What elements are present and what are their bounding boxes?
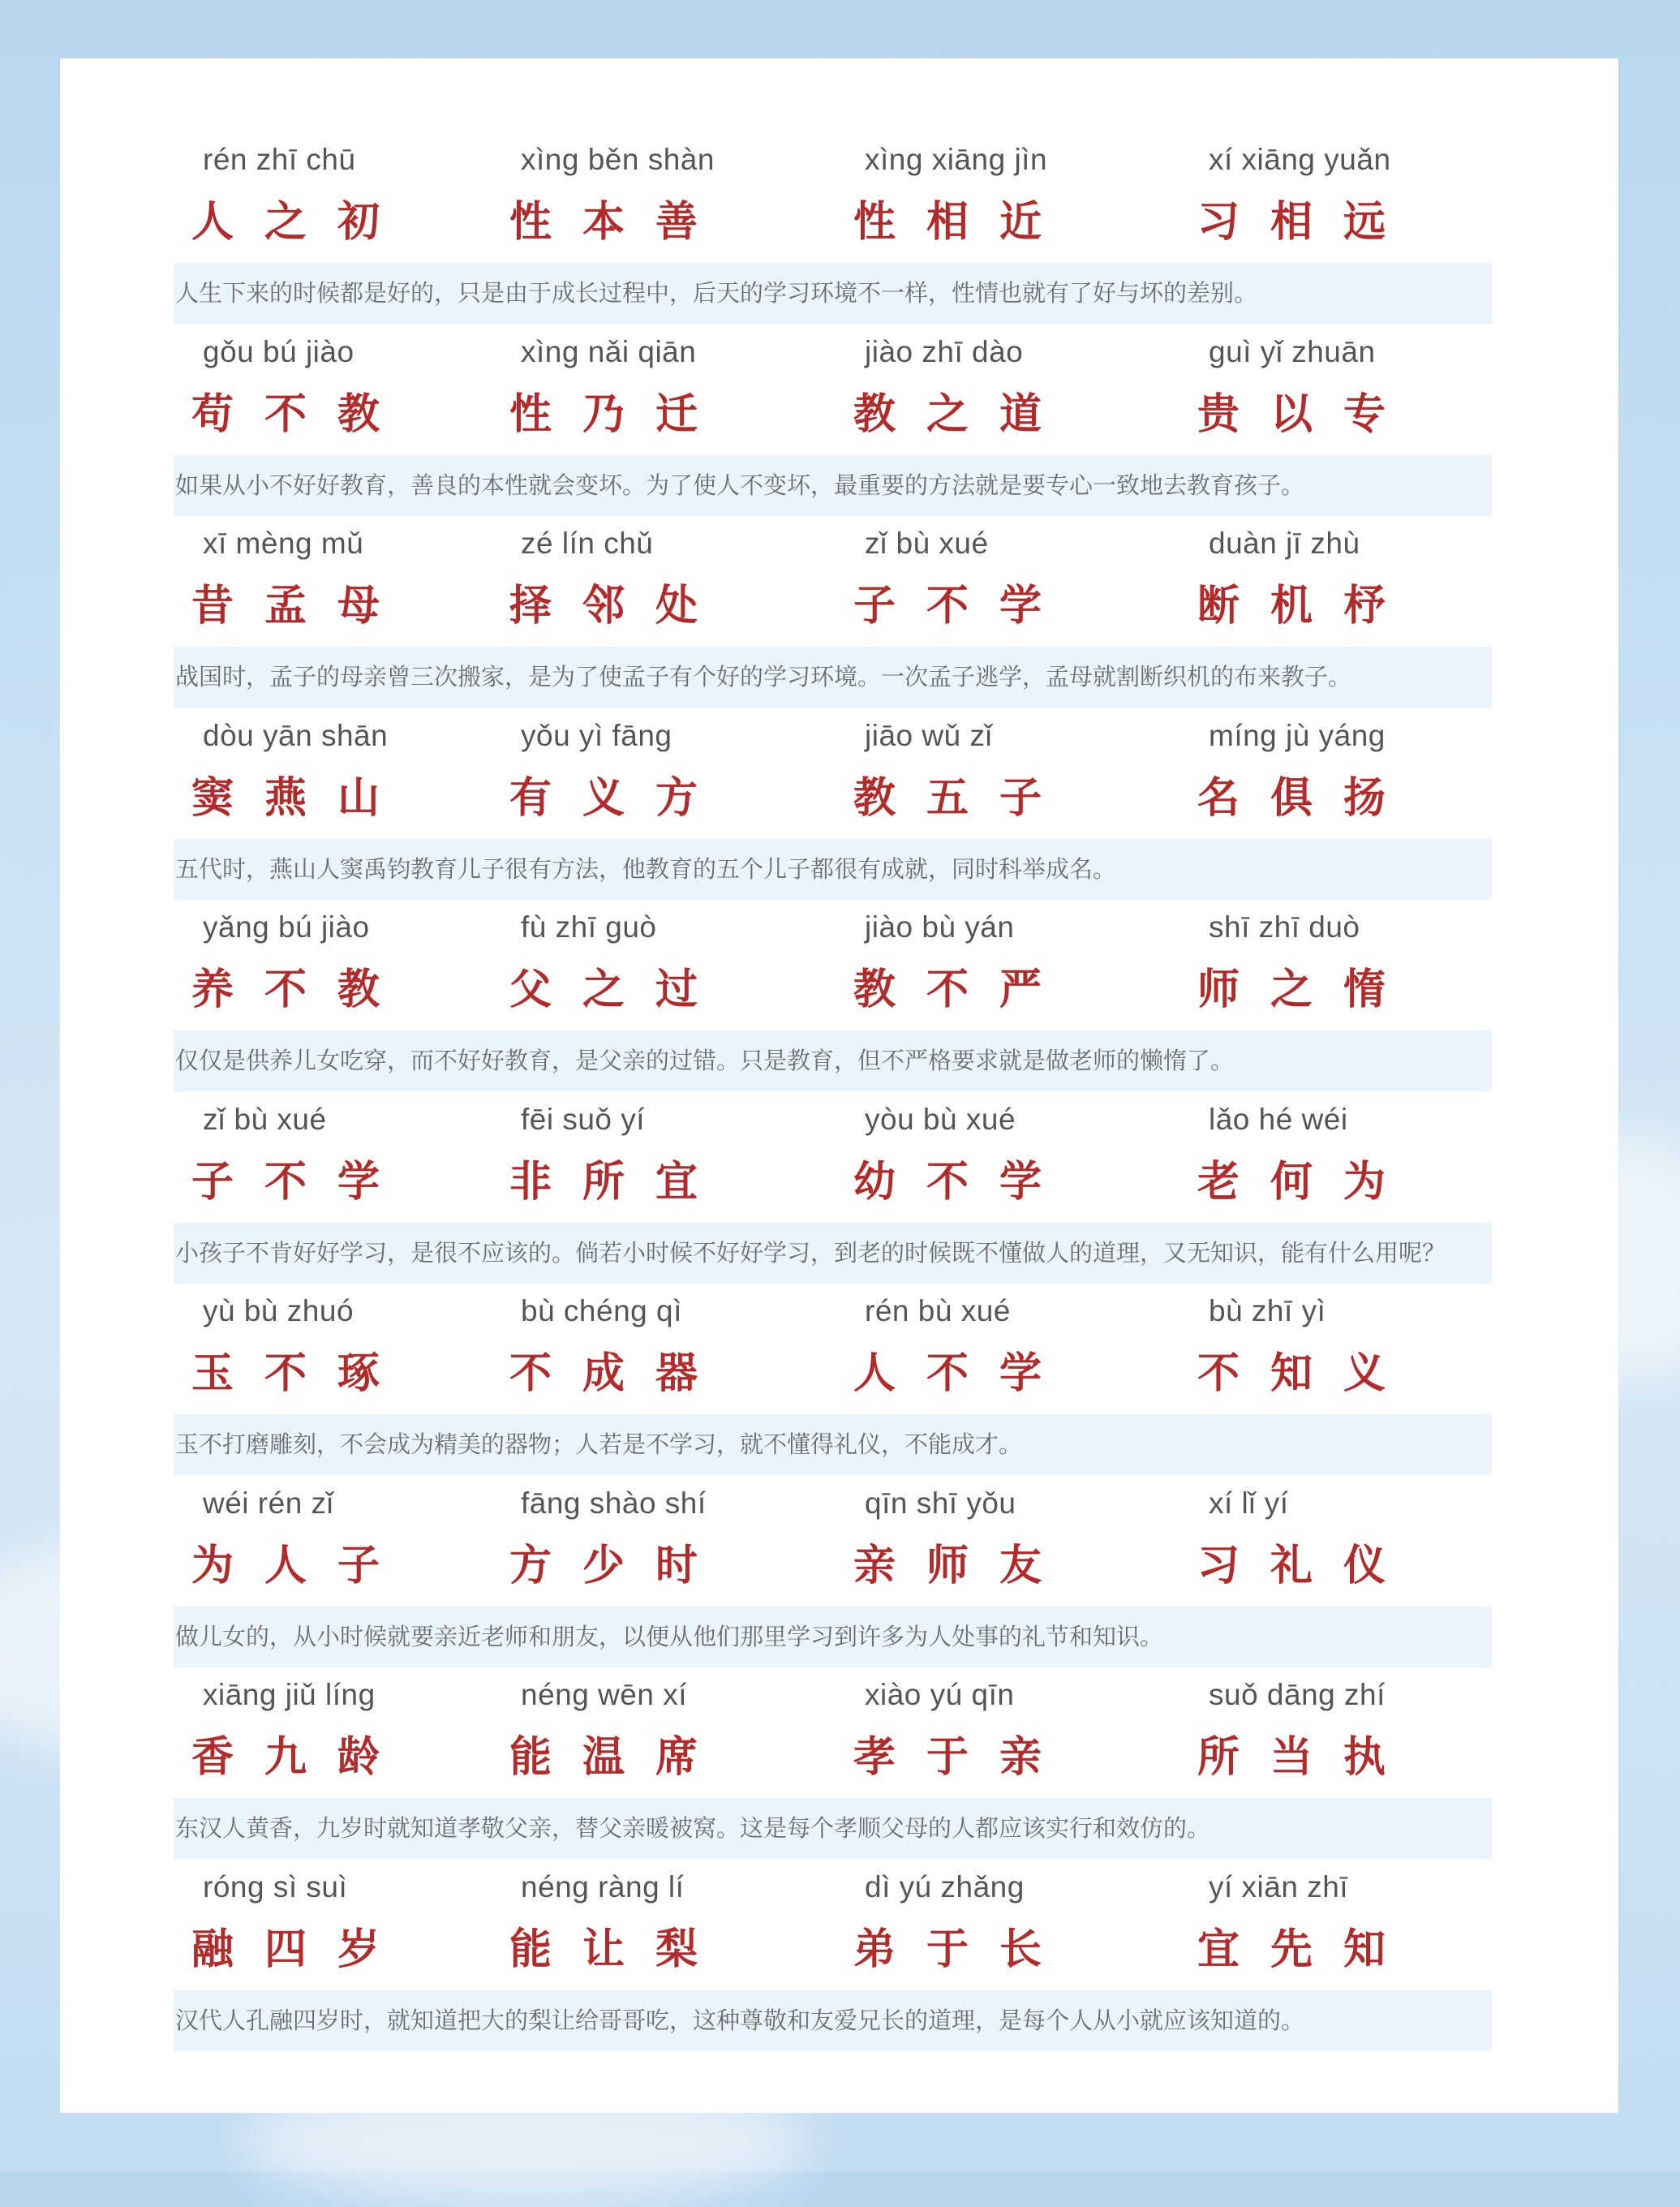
- verse-phrase: [174, 901, 417, 1022]
- verse-phrase: [1179, 1668, 1423, 1790]
- hanzi-text: 方少时: [509, 1541, 729, 1590]
- verse-phrase: [1179, 133, 1423, 255]
- pinyin-text: shī zhī duò: [1209, 910, 1360, 944]
- pinyin-text: yǎng bú jiào: [203, 910, 370, 944]
- verse-phrase: [836, 1861, 1079, 1982]
- hanzi-text: 子不学: [191, 1157, 411, 1207]
- pinyin-text: suǒ dāng zhí: [1209, 1678, 1386, 1711]
- hanzi-text: 教不严: [853, 966, 1073, 1014]
- pinyin-text: fāng shào shí: [521, 1486, 707, 1520]
- verse-phrase: [492, 709, 735, 831]
- pinyin-text: xìng xiāng jìn: [865, 143, 1048, 176]
- pinyin-text: qīn shī yǒu: [865, 1486, 1016, 1520]
- verse-phrase: [836, 1093, 1079, 1215]
- verse-phrase: [174, 133, 417, 255]
- verse-phrase: [174, 1668, 417, 1790]
- hanzi-text: 弟于长: [853, 1925, 1073, 1974]
- pinyin-text: xī mèng mǔ: [203, 527, 364, 560]
- hanzi-text: 能让梨: [509, 1925, 729, 1974]
- hanzi-text: 不知义: [1197, 1349, 1417, 1398]
- pinyin-text: jiào bù yán: [865, 910, 1015, 944]
- verse-row: [174, 133, 1492, 264]
- pinyin-text: bù chéng qì: [521, 1294, 682, 1327]
- verse-row: [174, 517, 1492, 647]
- verse-phrase: [492, 1861, 735, 1982]
- hanzi-text: 性本善: [509, 198, 729, 247]
- pinyin-text: wéi rén zǐ: [203, 1486, 334, 1520]
- hanzi-text: 名俱扬: [1197, 773, 1417, 823]
- hanzi-text: 玉不琢: [191, 1349, 411, 1398]
- verse-phrase: [174, 325, 417, 447]
- pinyin-text: xìng nǎi qiān: [521, 334, 697, 368]
- verse-block: [174, 1284, 1492, 1477]
- pinyin-text: yù bù zhuó: [203, 1294, 354, 1327]
- pinyin-text: xiāng jiǔ líng: [203, 1678, 376, 1711]
- hanzi-text: 人不学: [853, 1349, 1073, 1398]
- verse-explanation: 汉代人孔融四岁时，就知道把大的梨让给哥哥吃，这种尊敬和友爱兄长的道理，是每个人从小就应该知道的。: [174, 1990, 1492, 2051]
- verse-phrase: [836, 901, 1079, 1022]
- verse-row: [174, 1284, 1492, 1415]
- pinyin-text: duàn jī zhù: [1209, 527, 1360, 560]
- pinyin-text: míng jù yáng: [1209, 718, 1386, 752]
- verse-block: [174, 517, 1492, 709]
- pinyin-text: zǐ bù xué: [203, 1102, 327, 1136]
- verse-phrase: [836, 517, 1079, 639]
- pinyin-text: lǎo hé wéi: [1209, 1102, 1348, 1136]
- hanzi-text: 性相近: [853, 198, 1073, 247]
- verse-phrase: [174, 1093, 417, 1215]
- hanzi-text: 窦燕山: [191, 773, 411, 823]
- pinyin-text: xí lǐ yí: [1209, 1486, 1289, 1520]
- hanzi-text: 人之初: [191, 198, 411, 247]
- verse-explanation: 如果从小不好好教育，善良的本性就会变坏。为了使人不变坏，最重要的方法就是要专心一致地去教育孩子。: [174, 455, 1492, 516]
- verse-phrase: [1179, 1284, 1423, 1406]
- hanzi-text: 香九龄: [191, 1733, 411, 1782]
- verse-phrase: [174, 517, 417, 639]
- hanzi-text: 有义方: [509, 773, 729, 823]
- verse-phrase: [492, 1284, 735, 1406]
- verse-phrase: [174, 709, 417, 831]
- verse-phrase: [492, 1477, 735, 1598]
- verse-row: [174, 709, 1492, 840]
- hanzi-text: 师之惰: [1197, 966, 1417, 1014]
- verse-phrase: [1179, 1861, 1423, 1982]
- verse-explanation: 小孩子不肯好好学习，是很不应该的。倘若小时候不好好学习，到老的时候既不懂做人的道理，又无知识，能有什么用呢？: [174, 1223, 1492, 1284]
- verse-phrase: [1179, 517, 1423, 639]
- pinyin-text: yòu bù xué: [865, 1102, 1016, 1136]
- verse-block: [174, 901, 1492, 1093]
- verse-phrase: [492, 133, 735, 255]
- hanzi-text: 昔孟母: [191, 582, 411, 630]
- hanzi-text: 老何为: [1197, 1157, 1417, 1207]
- verse-phrase: [1179, 709, 1423, 831]
- verse-phrase: [836, 709, 1079, 831]
- pinyin-text: néng ràng lí: [521, 1869, 685, 1904]
- verse-list: [174, 133, 1492, 2052]
- verse-row: [174, 325, 1492, 456]
- verse-block: [174, 133, 1492, 325]
- verse-explanation: 五代时，燕山人窦禹钧教育儿子很有方法，他教育的五个儿子都很有成就，同时科举成名。: [174, 839, 1492, 900]
- verse-phrase: [174, 1861, 417, 1982]
- pinyin-text: fēi suǒ yí: [521, 1102, 646, 1136]
- verse-phrase: [492, 325, 735, 447]
- verse-block: [174, 1668, 1492, 1861]
- pinyin-text: zé lín chǔ: [521, 527, 654, 560]
- verse-explanation: 东汉人黄香，九岁时就知道孝敬父亲，替父亲暖被窝。这是每个孝顺父母的人都应该实行和效仿的。: [174, 1798, 1492, 1859]
- hanzi-text: 苟不教: [191, 389, 411, 439]
- verse-phrase: [174, 1477, 417, 1598]
- verse-phrase: [836, 325, 1079, 447]
- page-card: [60, 58, 1618, 2113]
- pinyin-text: dòu yān shān: [203, 718, 389, 752]
- hanzi-text: 宜先知: [1197, 1925, 1417, 1974]
- verse-phrase: [492, 1093, 735, 1215]
- verse-explanation: 玉不打磨雕刻，不会成为精美的器物；人若是不学习，就不懂得礼仪，不能成才。: [174, 1414, 1492, 1475]
- pinyin-text: dì yú zhǎng: [865, 1869, 1025, 1904]
- hanzi-text: 子不学: [853, 582, 1073, 630]
- hanzi-text: 断机杼: [1197, 582, 1417, 630]
- pinyin-text: fù zhī guò: [521, 910, 657, 944]
- verse-row: [174, 1861, 1492, 1991]
- hanzi-text: 贵以专: [1197, 389, 1417, 439]
- pinyin-text: xí xiāng yuǎn: [1209, 143, 1391, 176]
- pinyin-text: guì yǐ zhuān: [1209, 334, 1376, 368]
- hanzi-text: 习礼仪: [1197, 1541, 1417, 1590]
- verse-phrase: [1179, 901, 1423, 1022]
- verse-explanation: 战国时，孟子的母亲曾三次搬家，是为了使孟子有个好的学习环境。一次孟子逃学，孟母就割断织机的布来教子。: [174, 647, 1492, 708]
- pinyin-text: jiāo wǔ zǐ: [865, 718, 993, 752]
- hanzi-text: 习相远: [1197, 198, 1417, 247]
- hanzi-text: 父之过: [509, 966, 729, 1014]
- verse-phrase: [174, 1284, 417, 1406]
- verse-block: [174, 325, 1492, 518]
- verse-block: [174, 1093, 1492, 1285]
- pinyin-text: yí xiān zhī: [1209, 1869, 1349, 1904]
- pinyin-text: zǐ bù xué: [865, 527, 989, 560]
- verse-block: [174, 709, 1492, 901]
- hanzi-text: 养不教: [191, 966, 411, 1014]
- verse-phrase: [836, 1668, 1079, 1790]
- hanzi-text: 不成器: [509, 1349, 729, 1398]
- hanzi-text: 性乃迁: [509, 389, 729, 439]
- verse-explanation: 人生下来的时候都是好的，只是由于成长过程中，后天的学习环境不一样，性情也就有了好与坏的差别。: [174, 263, 1492, 324]
- verse-phrase: [836, 1477, 1079, 1598]
- pinyin-text: jiào zhī dào: [865, 334, 1024, 368]
- hanzi-text: 为人子: [191, 1541, 411, 1590]
- hanzi-text: 非所宜: [509, 1157, 729, 1207]
- pinyin-text: xìng běn shàn: [521, 143, 715, 176]
- pinyin-text: gǒu bú jiào: [203, 334, 354, 368]
- hanzi-text: 融四岁: [191, 1925, 411, 1974]
- verse-phrase: [1179, 1093, 1423, 1215]
- pinyin-text: rén zhī chū: [203, 143, 356, 176]
- verse-row: [174, 1477, 1492, 1607]
- hanzi-text: 教之道: [853, 389, 1073, 439]
- pinyin-text: róng sì suì: [203, 1869, 348, 1904]
- verse-block: [174, 1477, 1492, 1669]
- pinyin-text: xiào yú qīn: [865, 1678, 1015, 1711]
- verse-row: [174, 901, 1492, 1031]
- verse-phrase: [1179, 1477, 1423, 1598]
- pinyin-text: néng wēn xí: [521, 1678, 688, 1711]
- pinyin-text: bù zhī yì: [1209, 1294, 1326, 1327]
- hanzi-text: 能温席: [509, 1733, 729, 1782]
- verse-phrase: [836, 133, 1079, 255]
- verse-explanation: 仅仅是供养儿女吃穿，而不好好教育，是父亲的过错。只是教育，但不严格要求就是做老师的懒惰了。: [174, 1030, 1492, 1091]
- verse-phrase: [1179, 325, 1423, 447]
- verse-phrase: [836, 1284, 1079, 1406]
- hanzi-text: 孝于亲: [853, 1733, 1073, 1782]
- pinyin-text: yǒu yì fāng: [521, 718, 672, 752]
- pinyin-text: rén bù xué: [865, 1294, 1011, 1327]
- hanzi-text: 幼不学: [853, 1157, 1073, 1207]
- verse-phrase: [492, 1668, 735, 1790]
- verse-phrase: [492, 517, 735, 639]
- verse-row: [174, 1668, 1492, 1799]
- hanzi-text: 亲师友: [853, 1541, 1073, 1590]
- hanzi-text: 教五子: [853, 773, 1073, 823]
- verse-row: [174, 1093, 1492, 1224]
- verse-phrase: [492, 901, 735, 1022]
- hanzi-text: 择邻处: [509, 582, 729, 630]
- hanzi-text: 所当执: [1197, 1733, 1417, 1782]
- verse-explanation: 做儿女的，从小时候就要亲近老师和朋友，以便从他们那里学习到许多为人处事的礼节和知识。: [174, 1607, 1492, 1667]
- verse-block: [174, 1861, 1492, 2053]
